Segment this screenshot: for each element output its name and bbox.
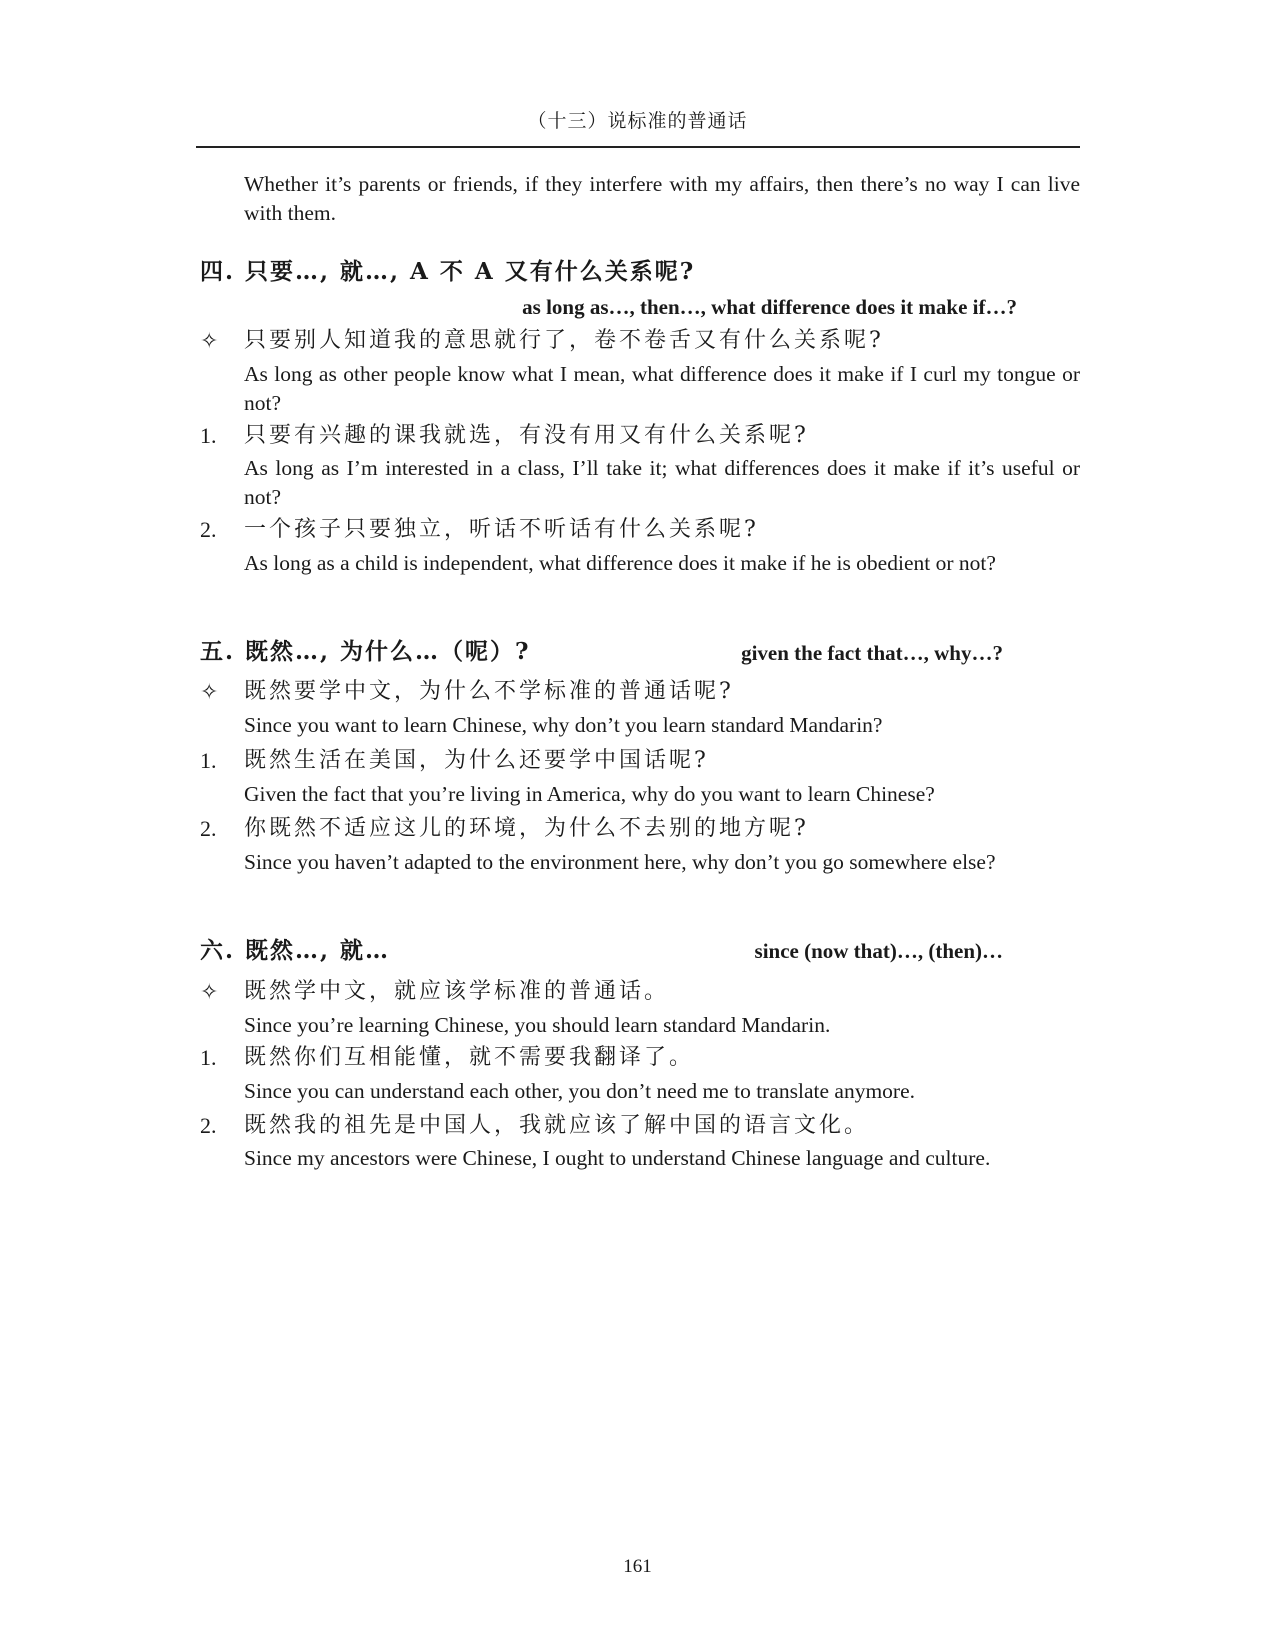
example-chinese: 既然生活在美国，为什么还要学中国话呢? [244,748,709,773]
section-4-heading: 四. 只要…, 就…, A 不 A 又有什么关系呢? [200,258,696,285]
example-english: As long as a child is independent, what difference does it make if he is obedient or not? [244,551,996,575]
example-english: Since my ancestors were Chinese, I ought to understand Chinese language and culture. [244,1146,991,1170]
running-header: （十三）说标准的普通话 [527,111,748,132]
example-chinese: 既然你们互相能懂，就不需要我翻译了。 [244,1045,695,1070]
example-marker: 2. [200,1113,217,1138]
example-marker: 2. [200,816,217,841]
example-marker: 1. [200,748,217,773]
example-english: As long as other people know what I mean, what difference does it make if I curl my tongue or not? [244,362,1080,415]
example-chinese: 你既然不适应这儿的环境，为什么不去别的地方呢? [244,816,809,841]
page-number: 161 [623,1556,652,1577]
section-6-heading-en: since (now that)…, (then)… [754,939,1003,963]
example-marker: 1. [200,1045,217,1070]
example-english: Since you can understand each other, you don’t need me to translate anymore. [244,1079,915,1103]
example-marker: 1. [200,423,217,448]
section-5-heading-en: given the fact that…, why…? [741,641,1003,665]
example-english: Since you’re learning Chinese, you should learn standard Mandarin. [244,1013,831,1037]
example-chinese: 只要别人知道我的意思就行了，卷不卷舌又有什么关系呢? [244,328,884,353]
example-marker: ✧ [200,328,219,353]
section-6-heading: 六. 既然…, 就… [200,937,391,964]
example-english: Given the fact that you’re living in America, why do you want to learn Chinese? [244,782,935,806]
header-divider [196,146,1080,148]
example-english: Since you haven’t adapted to the environment here, why don’t you go somewhere else? [244,850,996,874]
example-chinese: 既然我的祖先是中国人，我就应该了解中国的语言文化。 [244,1113,870,1138]
example-chinese: 既然学中文，就应该学标准的普通话。 [244,979,670,1004]
example-marker: 2. [200,517,217,542]
example-chinese: 只要有兴趣的课我就选，有没有用又有什么关系呢? [244,423,809,448]
example-english: Since you want to learn Chinese, why don’t you learn standard Mandarin? [244,713,883,737]
example-marker: ✧ [200,679,219,704]
intro-translation: Whether it’s parents or friends, if they interfere with my affairs, then there’s no way I can live with them. [244,172,1080,225]
section-5-heading: 五. 既然…, 为什么…（呢）? [200,638,531,665]
example-chinese: 一个孩子只要独立，听话不听话有什么关系呢? [244,517,759,542]
example-marker: ✧ [200,979,219,1004]
section-4-heading-en: as long as…, then…, what difference does it make if…? [522,295,1017,319]
example-english: As long as I’m interested in a class, I’ll take it; what differences does it make if it’s useful or not? [244,456,1080,509]
example-chinese: 既然要学中文，为什么不学标准的普通话呢? [244,679,734,704]
